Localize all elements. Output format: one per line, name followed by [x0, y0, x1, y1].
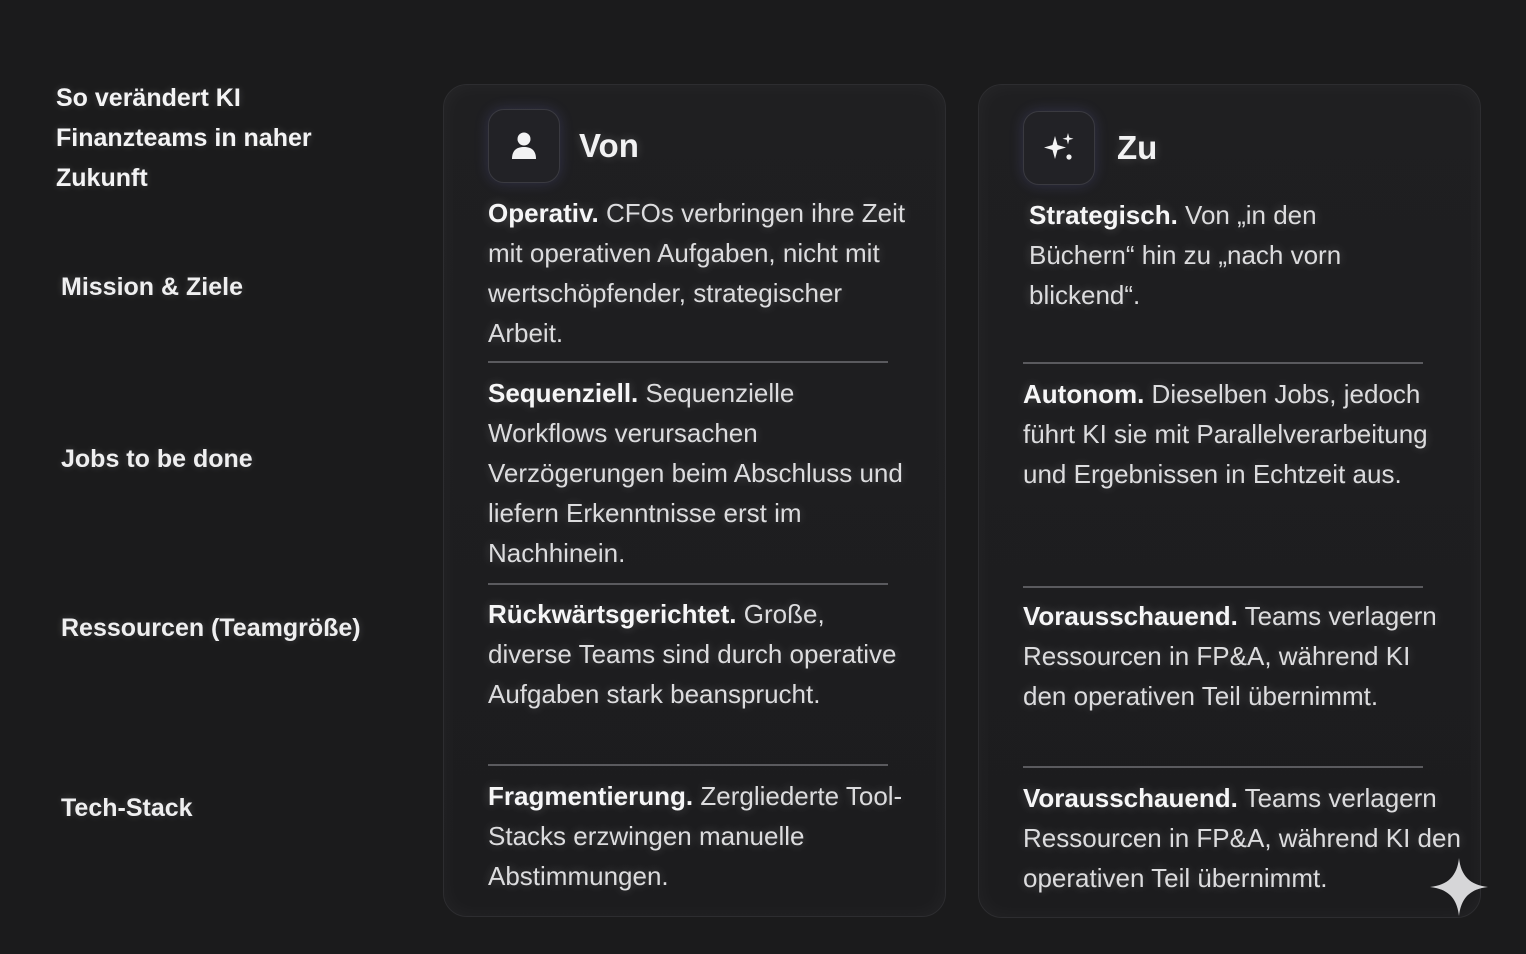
zu-item-0-text: Von „in den Büchern“ hin zu „nach vorn blickend“. [1029, 200, 1342, 310]
page-title: So verändert KI Finanzteams in naher Zukunft [56, 84, 312, 192]
row-label-mission: Mission & Ziele [61, 273, 243, 301]
von-item-3-heading: Fragmentierung. [488, 781, 694, 811]
zu-card [978, 84, 1481, 918]
zu-item-1-heading: Autonom. [1023, 379, 1145, 409]
row-labels-column [0, 0, 420, 954]
von-divider-3 [488, 764, 888, 766]
zu-divider-3 [1023, 766, 1423, 768]
zu-item-strategisch [1023, 195, 1423, 315]
zu-item-autonom [1023, 374, 1443, 494]
von-item-1-text: Sequenzielle Workflows verursachen Verzögerungen beim Abschluss und liefern Erkenntnisse erst im Nachhinein. [488, 378, 903, 568]
von-item-2-text: Große, diverse Teams sind durch operative Aufgaben stark beansprucht. [488, 599, 897, 709]
zu-item-0-heading: Strategisch. [1029, 200, 1178, 230]
von-item-2-heading: Rückwärtsgerichtet. [488, 599, 737, 629]
zu-item-3-heading: Vorausschauend. [1023, 783, 1238, 813]
von-title: Von [579, 127, 639, 164]
von-item-1-heading: Sequenziell. [488, 378, 639, 408]
row-label-resources: Ressourcen (Teamgröße) [61, 614, 361, 642]
von-item-0-text: CFOs verbringen ihre Zeit mit operativen Aufgaben, nicht mit wertschöpfender, strategischer Arbeit. [488, 198, 906, 348]
von-item-3-text: Zergliederte Tool-Stacks erzwingen manuelle Abstimmungen. [488, 781, 903, 891]
zu-item-3-text: Teams verlagern Ressourcen in FP&A, während KI den operativen Teil übernimmt. [1023, 783, 1461, 893]
von-item-0-heading: Operativ. [488, 198, 599, 228]
von-divider-2 [488, 583, 888, 585]
von-divider-1 [488, 361, 888, 363]
zu-title: Zu [1117, 129, 1158, 166]
zu-item-2-heading: Vorausschauend. [1023, 601, 1238, 631]
von-item-rueckwaertsgerichtet [488, 594, 908, 714]
zu-item-2-text: Teams verlagern Ressourcen in FP&A, während KI den operativen Teil übernimmt. [1023, 601, 1437, 711]
person-icon [488, 109, 560, 183]
zu-item-vorausschauend-2 [1023, 778, 1473, 898]
zu-divider-2 [1023, 586, 1423, 588]
sparkle-star-icon [1428, 856, 1490, 918]
zu-item-vorausschauend-1 [1023, 596, 1443, 716]
row-label-jobs: Jobs to be done [61, 445, 253, 473]
von-item-fragmentierung [488, 776, 918, 896]
row-label-tech-stack: Tech-Stack [61, 794, 193, 822]
zu-item-1-text: Dieselben Jobs, jedoch führt KI sie mit Parallelverarbeitung und Ergebnissen in Echtzeit aus. [1023, 379, 1428, 489]
von-item-operativ [488, 193, 908, 353]
sparkles-icon [1023, 111, 1095, 185]
von-item-sequenziell [488, 373, 908, 573]
von-card [443, 84, 946, 917]
zu-divider-1 [1023, 362, 1423, 364]
